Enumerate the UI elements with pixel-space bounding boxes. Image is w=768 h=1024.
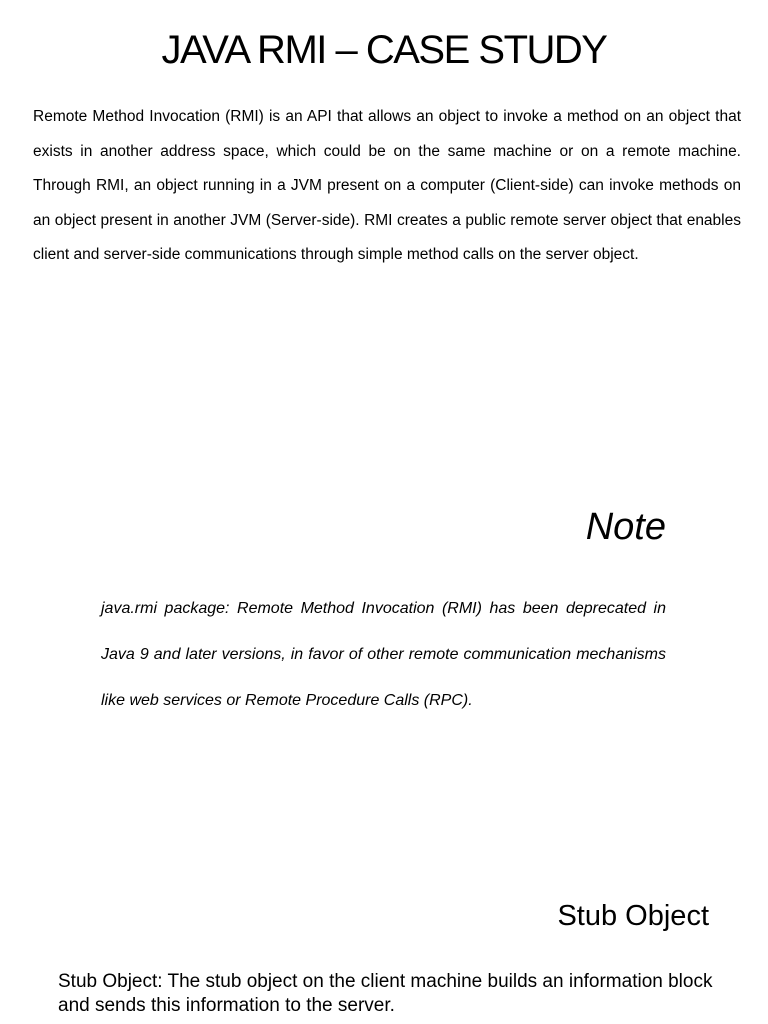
stub-object-paragraph: Stub Object: The stub object on the client machine builds an information block and sends this information to the server. [58,971,713,1016]
note-heading: Note [585,506,666,548]
intro-paragraph: Remote Method Invocation (RMI) is an API that allows an object to invoke a method on an object that exists in another address space, which could be on the same machine or on a remote machine. Through RMI, an object running in a JVM present on a computer (Client-side) can invoke methods on an object present in another JVM (Server-side). RMI creates a public remote server object that enables client and server-side communications through simple method calls on the server object. [33,108,741,264]
page-title: JAVA RMI – CASE STUDY [161,28,607,72]
note-paragraph: java.rmi package: Remote Method Invocation (RMI) has been deprecated in Java 9 and later versions, in favor of other remote communication mechanisms like web services or Remote Procedure Calls (RPC). [101,600,666,709]
stub-object-heading: Stub Object [557,900,709,932]
